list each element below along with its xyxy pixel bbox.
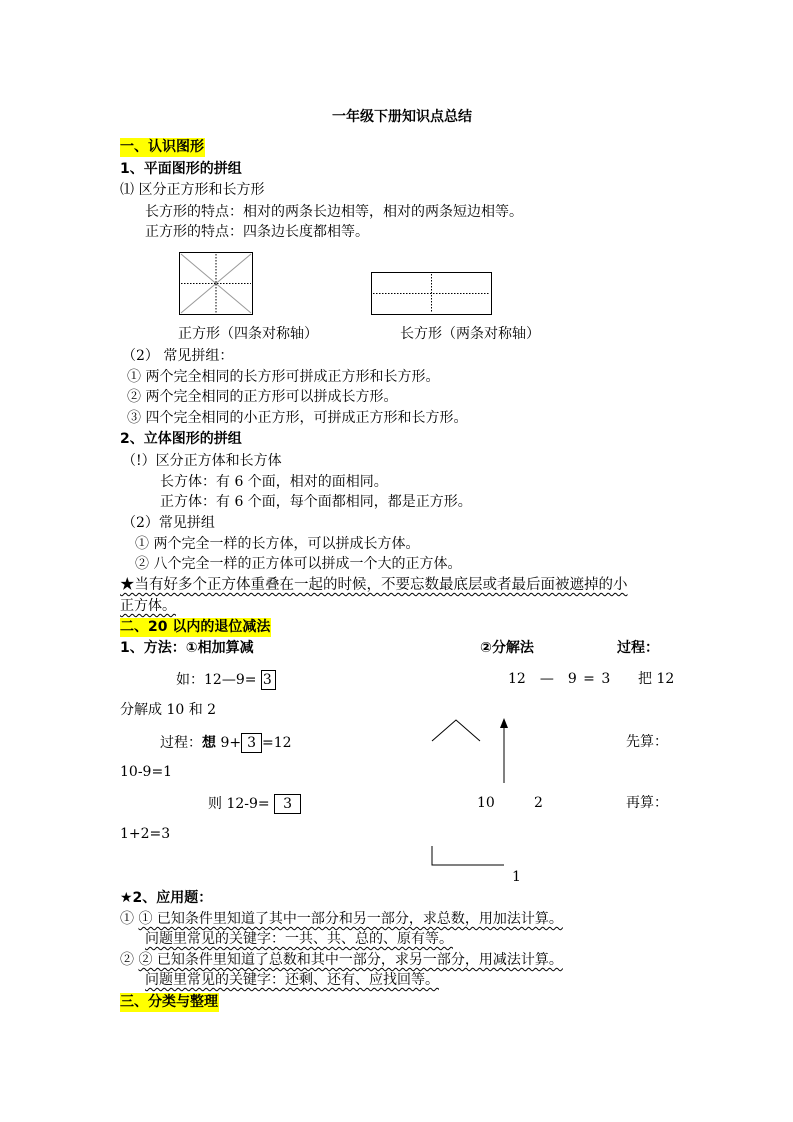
- note-text: 正方体。: [120, 598, 176, 614]
- second-calc: 1+2=3: [120, 826, 171, 842]
- item-label: （2） 常见拼组：: [122, 348, 234, 364]
- item-label: （!）区分正方体和长方体: [122, 453, 282, 469]
- answer-box: 3: [241, 733, 262, 753]
- application-keywords: 问题里常见的关键字：还剩、还有、应找回等。: [145, 972, 439, 988]
- process-label: 过程：: [617, 640, 659, 656]
- split-right-number: 2: [534, 795, 543, 811]
- second-calc-label: 再算：: [626, 795, 668, 811]
- combo-item: ② 八个完全一样的正方体可以拼成一个大的正方体。: [135, 556, 462, 572]
- item-number: ②: [120, 952, 139, 968]
- decomp-equation: 12 — 9 = 3: [508, 671, 611, 687]
- highlighted-heading: 三、分类与整理: [120, 994, 218, 1010]
- method2-label: ②分解法: [480, 640, 534, 656]
- cuboid-text: 长方体：有 6 个面，相对的面相同。: [160, 474, 388, 490]
- example-line: [176, 670, 276, 690]
- bottom-number: 1: [512, 869, 521, 885]
- decomp-text: 把 12: [638, 671, 675, 687]
- first-calc-label: 先算：: [626, 734, 668, 750]
- application-text: ② 已知条件里知道了总数和其中一部分，求另一部分，用减法计算。: [138, 952, 563, 968]
- note-text: ★当有好多个正方体重叠在一起的时候，不要忘数最底层或者最后面被遮掉的小: [120, 577, 628, 593]
- rectangle-symmetry-axes: [371, 272, 492, 315]
- application-text: ① 已知条件里知道了其中一部分和另一部分，求总数，用加法计算。: [138, 911, 563, 927]
- application-heading: ★2、应用题：: [120, 890, 213, 906]
- think-suffix: =12: [262, 735, 292, 751]
- decomp-text: 分解成 10 和 2: [120, 702, 217, 718]
- then-prefix: 则 12-9=: [208, 796, 270, 812]
- application-keywords: 问题里常见的关键字：一共、共、总的、原有等。: [145, 931, 453, 947]
- think-prefix: 过程：: [160, 735, 202, 751]
- subsection-heading-plane: 1、平面图形的拼组: [120, 161, 242, 177]
- highlighted-heading: 一、认识图形: [120, 139, 204, 155]
- cube-text: 正方体：有 6 个面，每个面都相同，都是正方形。: [160, 494, 472, 510]
- decomposition-diagram: [420, 700, 540, 870]
- item-label: （2）常见拼组: [122, 515, 215, 531]
- answer-box: 3: [261, 670, 276, 690]
- combo-item: ③ 四个完全相同的小正方形，可拼成正方形和长方形。: [127, 410, 468, 426]
- subsection-heading-solid: 2、立体图形的拼组: [120, 431, 242, 447]
- rectangle-caption: 长方形（两条对称轴）: [400, 326, 540, 342]
- arrow-up-icon: [500, 718, 508, 728]
- think-bold: 想: [202, 735, 216, 751]
- square-symmetry-axes: [179, 252, 253, 315]
- square-caption: 正方形（四条对称轴）: [178, 326, 318, 342]
- application-item: [120, 953, 563, 967]
- answer-box: 3: [274, 794, 301, 814]
- example-prefix: 如：12—9=: [176, 672, 257, 688]
- combo-item: ① 两个完全相同的长方形可拼成正方形和长方形。: [127, 369, 440, 385]
- think-mid: 9+: [220, 735, 242, 751]
- then-line: [208, 794, 301, 814]
- document-title: 一年级下册知识点总结: [332, 109, 472, 125]
- section-heading-subtraction: [120, 620, 271, 634]
- method-label: 1、方法：①相加算减: [120, 640, 254, 656]
- square-feature-text: 正方形的特点：四条边长度都相等。: [145, 224, 369, 240]
- first-calc: 10-9=1: [120, 764, 173, 780]
- section-heading-classification: [120, 995, 219, 1009]
- highlighted-heading: 二、20 以内的退位减法: [120, 619, 271, 635]
- section-heading-shapes: [120, 140, 205, 154]
- combo-item: ② 两个完全相同的正方形可以拼成长方形。: [127, 389, 398, 405]
- split-left-number: 10: [477, 795, 495, 811]
- application-item: [120, 912, 563, 926]
- item-label: ⑴ 区分正方形和长方形: [120, 182, 265, 198]
- think-line: [160, 733, 292, 753]
- rect-feature-text: 长方形的特点：相对的两条长边相等，相对的两条短边相等。: [145, 204, 523, 220]
- item-number: ①: [120, 911, 139, 927]
- combo-item: ① 两个完全一样的长方体，可以拼成长方体。: [135, 536, 420, 552]
